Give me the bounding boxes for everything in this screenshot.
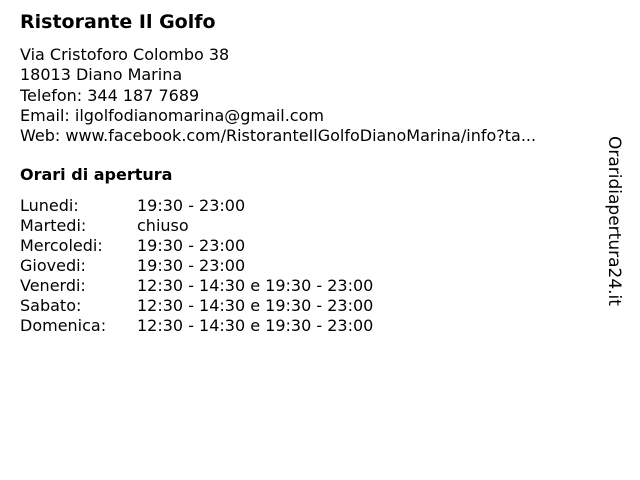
address-street: Via Cristoforo Colombo 38 bbox=[20, 45, 230, 64]
day-hours: 12:30 - 14:30 e 19:30 - 23:00 bbox=[137, 296, 374, 316]
contact-info bbox=[20, 45, 605, 146]
phone-line[interactable]: Telefon: 344 187 7689 bbox=[20, 85, 200, 105]
day-hours: 12:30 - 14:30 e 19:30 - 23:00 bbox=[137, 276, 374, 296]
day-label: Martedi: bbox=[20, 216, 87, 236]
hours-row-thursday bbox=[20, 256, 605, 276]
restaurant-name: Ristorante Il Golfo bbox=[20, 11, 216, 33]
hours-row-tuesday bbox=[20, 216, 605, 236]
day-label: Venerdi: bbox=[20, 276, 86, 296]
day-label: Sabato: bbox=[20, 296, 82, 316]
day-label: Mercoledi: bbox=[20, 236, 103, 256]
site-watermark: Oraridiapertura24.it bbox=[604, 136, 624, 306]
day-label: Lunedi: bbox=[20, 196, 79, 216]
hours-row-monday bbox=[20, 196, 605, 216]
email-line[interactable]: Email: ilgolfodianomarina@gmail.com bbox=[20, 105, 324, 125]
day-hours: 19:30 - 23:00 bbox=[137, 236, 246, 256]
day-label: Domenica: bbox=[20, 316, 107, 336]
address-city: 18013 Diano Marina bbox=[20, 65, 183, 85]
restaurant-card bbox=[20, 9, 605, 336]
day-hours: 19:30 - 23:00 bbox=[137, 256, 246, 276]
web-line[interactable]: Web: www.facebook.com/RistoranteIlGolfoDianoMarina/info?ta... bbox=[20, 126, 537, 146]
opening-hours-table bbox=[20, 196, 605, 336]
hours-row-saturday bbox=[20, 296, 605, 316]
day-hours: 12:30 - 14:30 e 19:30 - 23:00 bbox=[137, 316, 374, 336]
day-label: Giovedi: bbox=[20, 256, 86, 276]
day-hours: chiuso bbox=[137, 216, 189, 236]
day-hours: 19:30 - 23:00 bbox=[137, 196, 246, 216]
hours-row-sunday bbox=[20, 316, 605, 336]
hours-row-friday bbox=[20, 276, 605, 296]
hours-row-wednesday bbox=[20, 236, 605, 256]
opening-hours-heading: Orari di apertura bbox=[20, 165, 173, 185]
